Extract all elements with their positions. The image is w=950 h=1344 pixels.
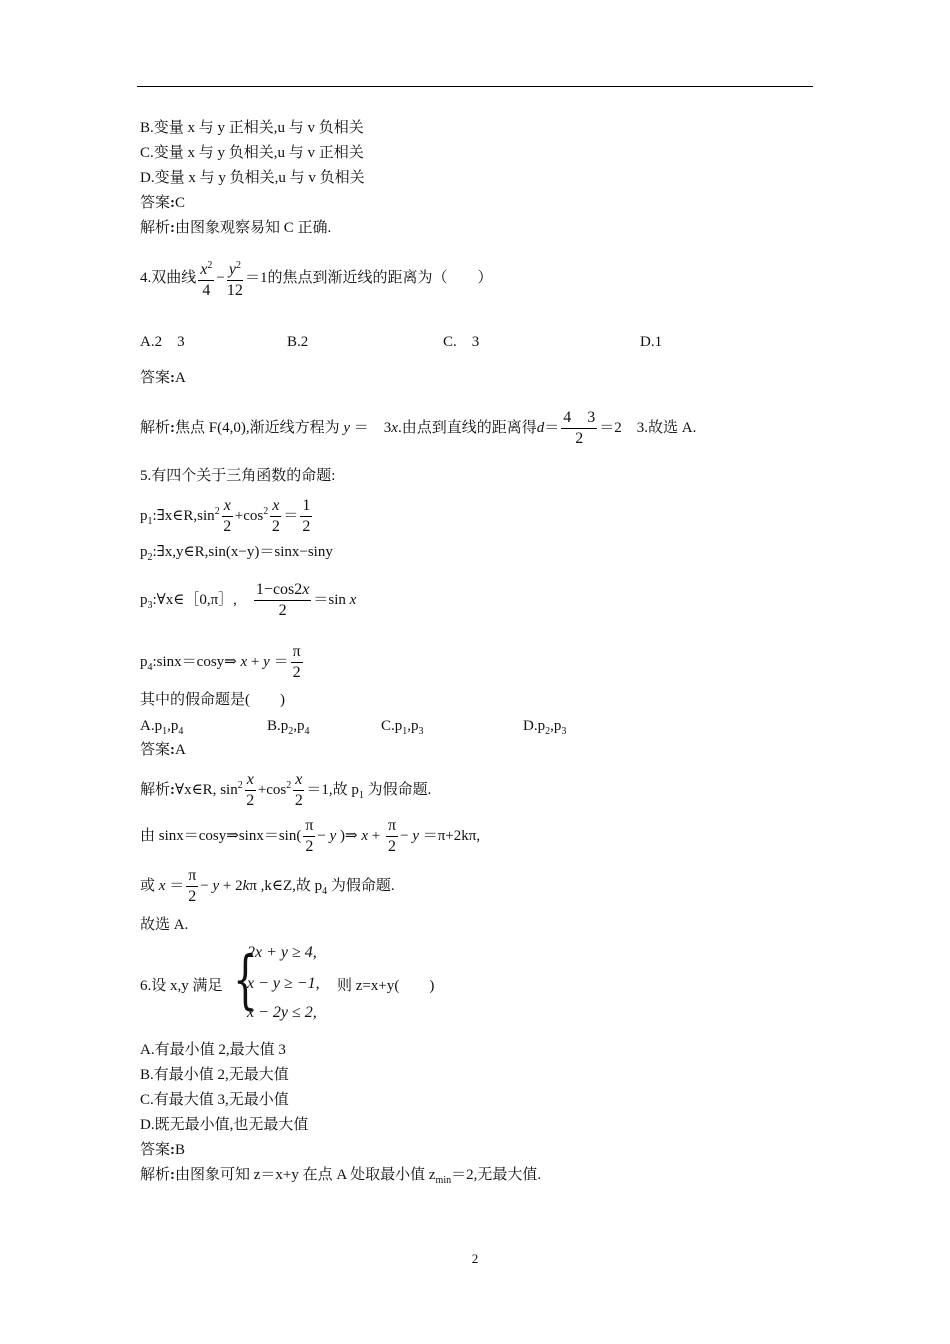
q5-conclusion: 故选 A. [140,917,189,933]
q6-system-brace: { [233,943,258,1017]
q5-analysis-2: 由 sinx＝cosy⇒sinx＝sin( $\frac{\pi}{2}$ − y )⇒ x + $\frac{\pi}{2}$ − y ＝π+2kπ, [140,817,481,856]
q5-p1: $p_1:\exists x\in R,\sin^2$ $\frac{x}{2}$ $+\cos^2$ $\frac{x}{2}$ ＝ $\frac{1}{2}$ [140,497,311,536]
q6-answer: 答案:B [140,1142,186,1158]
q5-answer: 答案:A [140,742,186,758]
header-rule [137,86,813,87]
q6-analysis: 解析:由图象可知 z＝x+y 在点 A 处取最小值 $z_{min}=2$,无最大值. [140,1167,542,1186]
q5-p2: $p_2:\exists x,y\in R,\sin(x-y)=\sin x-\sin y$ [140,544,333,563]
q6-option-b: B.有最小值 2,无最大值 [140,1067,289,1083]
q4-answer: 答案:A [140,370,186,386]
q6-constraint-3: x − 2y ≤ 2, [247,1004,317,1021]
q4-option-b: B.2 [287,334,309,350]
q6-option-a: A.有最小值 2,最大值 3 [140,1042,286,1058]
q6-option-c: C.有最大值 3,无最小值 [140,1092,289,1108]
q5-analysis-1: 解析:∀x∈R, $\sin^2$ $\frac{x}{2}$ $+\cos^2$ $\frac{x}{2}$ ＝1,故 $p_1$ 为假命题. [140,771,432,810]
q6-stem-suffix: 则 z=x+y( ) [337,978,435,994]
q5-option-d: $D.p_2,p_3$ [523,718,567,737]
page-number: 2 [471,1251,479,1266]
q3-answer: 答案:C [140,195,186,211]
q4-option-a: A.2 3 [140,334,185,350]
q3-option-d: D.变量 x 与 y 负相关,u 与 v 负相关 [140,170,365,186]
q6-option-d: D.既无最小值,也无最大值 [140,1117,309,1133]
q5-option-b: $B.p_2,p_4$ [267,718,310,737]
q5-p4: $p_4:\sin x=\cos y\Rightarrow$ x + y ＝ $\frac{\pi}{2}$ [140,643,301,682]
q4-stem: 4.双曲线 $\frac{x^2}{4}$ − $\frac{y^2}{12}$ ＝1的焦点到渐近线的距离为（ ） [140,256,492,301]
q4-analysis: 解析:焦点 F(4,0),渐近线方程为 y ＝ 3x.由点到直线的距离得d＝ $\frac{4 3}{2}$ ＝2 3.故选 A. [140,409,697,448]
q5-p3: $p_3:\forall x\in[0,\pi]$, $\frac{1-\cos 2x}{2}$ ＝sin x [140,581,357,620]
q6-constraint-2: x − y ≥ −1, [247,975,320,992]
q3-analysis: 解析:由图象观察易知 C 正确. [140,220,332,236]
q4-option-d: D.1 [640,334,663,350]
q6-stem-prefix: 6.设 x,y 满足 [140,978,223,994]
q5-option-c: $C.p_1,p_3$ [381,718,424,737]
q3-option-b: B.变量 x 与 y 正相关,u 与 v 负相关 [140,120,364,136]
q3-option-c: C.变量 x 与 y 负相关,u 与 v 正相关 [140,145,364,161]
q6-constraint-1: 2x + y ≥ 4, [247,944,317,961]
q5-stem: 5.有四个关于三角函数的命题: [140,468,336,484]
q4-option-c: C. 3 [443,334,480,350]
q5-option-a: $A.p_1,p_4$ [140,718,184,737]
q5-question: 其中的假命题是( ) [140,692,285,708]
q5-analysis-3: 或 x ＝ $\frac{\pi}{2}$ − y + 2kπ ,k∈Z,故 $p_4$ 为假命题. [140,867,395,906]
